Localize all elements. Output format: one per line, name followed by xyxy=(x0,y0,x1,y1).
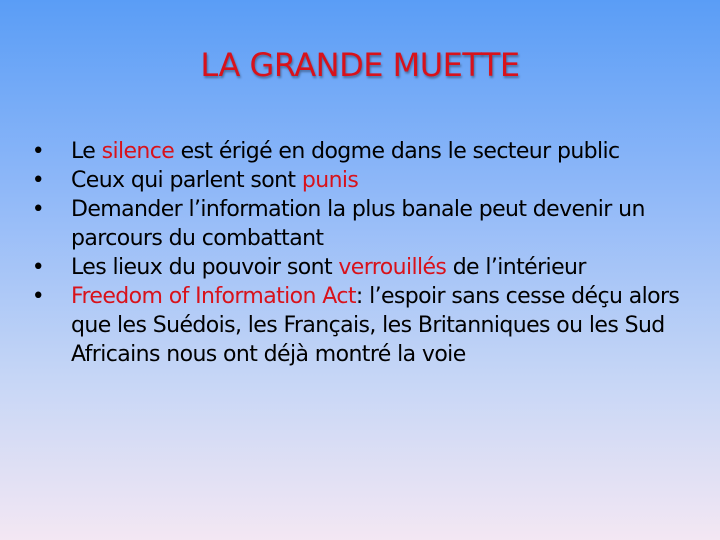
bullet-text: est érigé en dogme dans le secteur public xyxy=(174,139,620,164)
highlight-text: silence xyxy=(101,139,175,164)
highlight-text: punis xyxy=(301,168,359,193)
bullet-item xyxy=(28,253,698,282)
bullet-item xyxy=(28,282,698,369)
bullet-text: Le xyxy=(71,139,102,164)
bullet-icon: • xyxy=(31,255,45,280)
highlight-text: Freedom of Information Act xyxy=(71,284,356,309)
bullet-text: Ceux qui parlent sont xyxy=(71,168,302,193)
bullet-list xyxy=(28,137,698,369)
bullet-item xyxy=(28,137,698,166)
bullet-icon: • xyxy=(31,197,45,222)
bullet-item xyxy=(28,195,698,253)
bullet-text: Demander l’information la plus banale peut devenir un parcours du combattant xyxy=(71,197,645,251)
bullet-text: de l’intérieur xyxy=(446,255,586,280)
slide-title: LA GRANDE MUETTE xyxy=(200,46,520,84)
bullet-icon: • xyxy=(31,284,45,309)
bullet-icon: • xyxy=(31,168,45,193)
bullet-item xyxy=(28,166,698,195)
bullet-text: Les lieux du pouvoir sont xyxy=(71,255,339,280)
highlight-text: verrouillés xyxy=(338,255,447,280)
bullet-text: : l’espoir sans cesse déçu alors que les Suédois, les Français, les Britanniques ou les Sud Africains nous ont déjà montré la voie xyxy=(71,284,680,367)
bullet-icon: • xyxy=(31,139,45,164)
